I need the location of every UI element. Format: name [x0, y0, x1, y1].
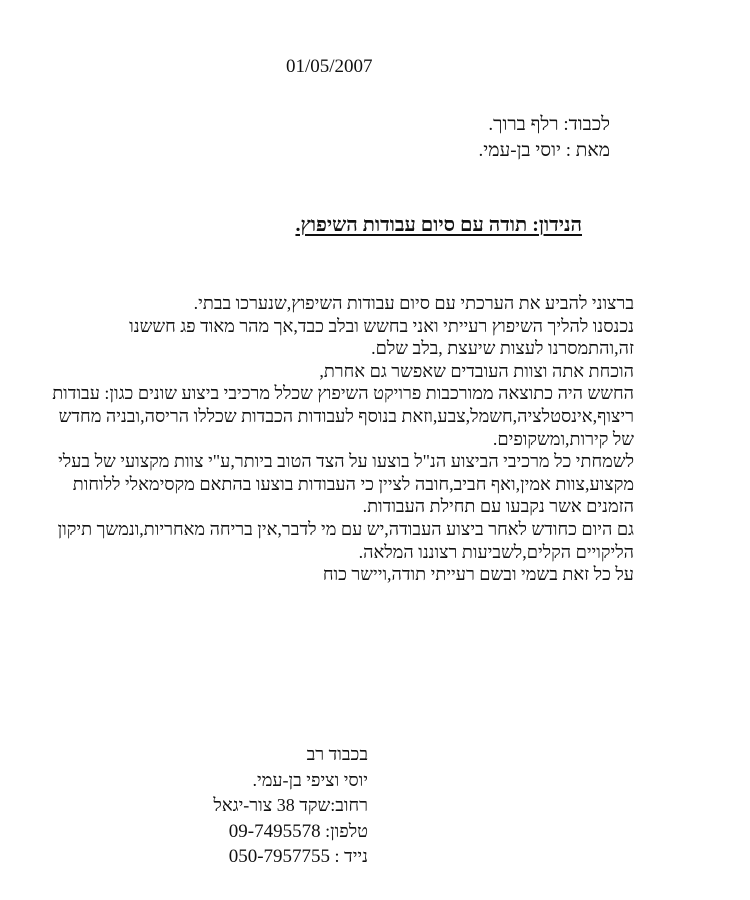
phone-row [158, 819, 368, 845]
body-line: על כל זאת בשמי ובשם רעייתי תודה,ויישר כוח [322, 564, 634, 585]
closing-text: בכבוד רב [306, 744, 368, 764]
body-line: הליקויים הקלים,לשביעות רצוננו המלאה. [358, 541, 634, 562]
letter-date: 01/05/2007 [286, 56, 373, 77]
body-line: גם היום כחודש לאחר ביצוע העבודה,יש עם מי לדבר,אין בריחה מאחריות,ונמשך תיקון [57, 518, 634, 539]
letter-subject: הנידון: תודה עם סיום עבודות השיפוץ. [295, 214, 582, 236]
mobile-row [158, 844, 368, 870]
body-line: ריצוף,אינסטלציה,חשמל,צבע,וזאת בנוסף לעבודות הכבדות שכללו הריסה,ובניה מחדש [58, 405, 634, 426]
signer-names: יוסי וציפי בן-עמי. [252, 769, 368, 790]
body-line: החשש היה כתוצאה ממורכבות פרויקט השיפוץ שכלל מרכיבי ביצוע שונים כגון: עבודות [52, 383, 634, 404]
body-line: מקצוע,צוות אמין,ואף חביב,חובה לציין כי העבודות בוצעו בהתאם מקסימאלי ללוחות [72, 473, 634, 494]
mobile-label: נייד : [334, 846, 368, 866]
body-line: נכנסנו להליך השיפוץ רעייתי ואני בחשש ובלב כבד,אך מהר מאוד פג חששנו [129, 315, 634, 336]
body-line: ברצוני להביע את הערכתי עם סיום עבודות השיפוץ,שנערכו בבתי. [193, 293, 634, 313]
recipient-line: לכבוד: רלף ברוך. [488, 114, 610, 135]
letter-body [36, 292, 634, 586]
phone-number: 09-7495578 [228, 820, 321, 842]
body-line: הזמנים אשר נקבעו עם תחילת העבודות. [362, 496, 634, 517]
body-line: של קירות,ומשקופים. [492, 428, 634, 449]
body-line: הוכחת אתה וצוות העובדים שאפשר גם אחרת, [319, 360, 634, 381]
body-line: לשמחתי כל מרכיבי הביצוע הנ"ל בוצעו על הצד הטוב ביותר,ע"י צוות מקצועי של בעלי [58, 451, 634, 472]
phone-label: טלפון: [325, 820, 368, 841]
sender-line: מאת : יוסי בן-עמי. [478, 140, 610, 161]
address-text: רחוב:שקד 38 צור-יגאל [213, 795, 368, 815]
signature-block [158, 742, 368, 870]
body-line: זה,והתמסרנו לעצות שיעצת ,בלב שלם. [371, 338, 634, 359]
mobile-number: 050-7957755 [228, 846, 331, 867]
